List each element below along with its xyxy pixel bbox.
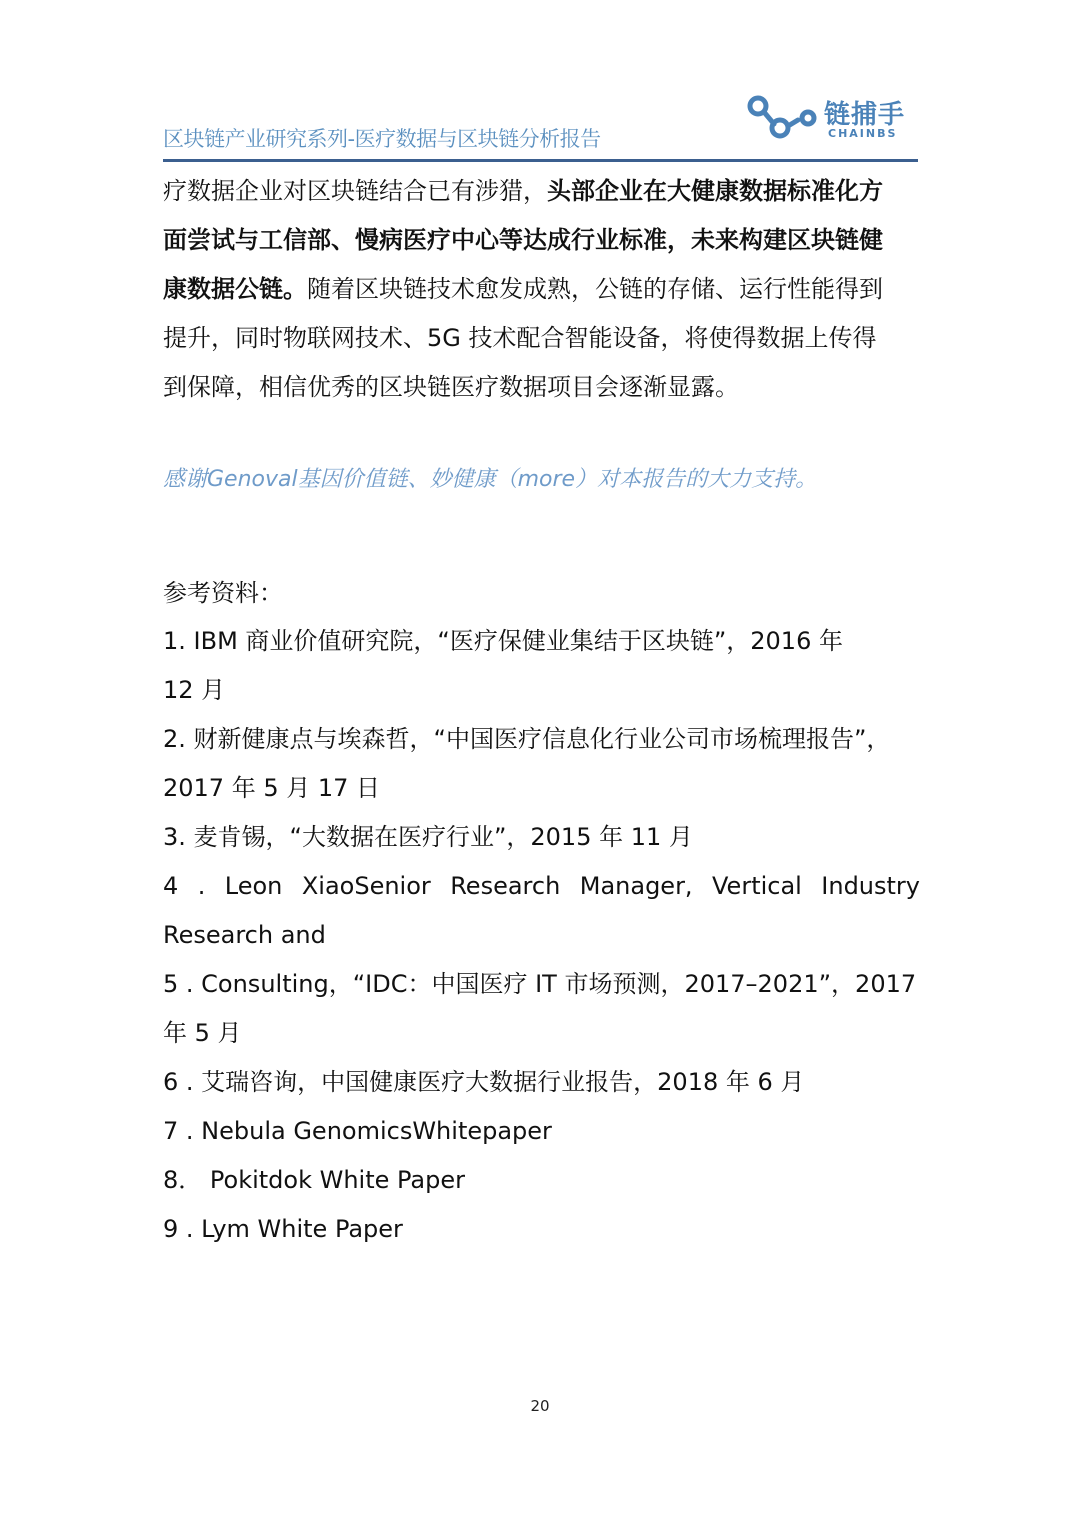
logo-text-cn: 链捕手 <box>824 100 906 130</box>
reference-item: 9 . Lym White Paper <box>163 1215 403 1243</box>
reference-item: 2. 财新健康点与埃森哲，“中国医疗信息化行业公司市场梳理报告”， <box>163 725 891 753</box>
body-text-bold: 头部企业在大健康数据标准化方 <box>547 177 883 205</box>
chain-links-icon <box>746 92 826 142</box>
body-line: 到保障，相信优秀的区块链医疗数据项目会逐渐显露。 <box>163 373 739 401</box>
acknowledgement: 感谢Genoval基因价值链、妙健康（more）对本报告的大力支持。 <box>163 467 818 492</box>
reference-item: 4 . Leon XiaoSenior Research Manager, Vertical Industry <box>163 872 920 900</box>
reference-item: 12 月 <box>163 676 226 704</box>
body-line: 面尝试与工信部、慢病医疗中心等达成行业标准，未来构建区块链健 <box>163 226 883 254</box>
reference-item: 2017 年 5 月 17 日 <box>163 774 381 802</box>
body-text-normal: 随着区块链技术愈发成熟，公链的存储、运行性能得到 <box>307 275 883 303</box>
chainbs-logo <box>746 92 904 142</box>
body-text-bold: 康数据公链。 <box>163 275 307 303</box>
body-text-normal: 疗数据企业对区块链结合已有涉猎， <box>163 177 547 205</box>
header-divider <box>163 159 918 162</box>
reference-item: 6 . 艾瑞咨询，中国健康医疗大数据行业报告，2018 年 6 月 <box>163 1068 805 1096</box>
reference-item: 年 5 月 <box>163 1019 242 1047</box>
logo-text-en: CHAINBS <box>828 127 898 140</box>
page-number: 20 <box>530 1397 550 1415</box>
body-line <box>163 265 920 314</box>
references-list <box>163 617 920 1254</box>
references-heading: 参考资料： <box>163 579 283 607</box>
body-line <box>163 167 920 216</box>
page-header <box>163 90 918 162</box>
reference-item: Research and <box>163 921 326 949</box>
reference-item: 8． Pokitdok White Paper <box>163 1166 466 1194</box>
reference-item: 3. 麦肯锡，“大数据在医疗行业”，2015 年 11 月 <box>163 823 693 851</box>
reference-item: 5 . Consulting，“IDC：中国医疗 IT 市场预测，2017–2021”，2017 <box>163 970 917 998</box>
body-paragraph <box>163 167 920 412</box>
reference-item: 1. IBM 商业价值研究院，“医疗保健业集结于区块链”，2016 年 <box>163 627 843 655</box>
header-title: 区块链产业研究系列-医疗数据与区块链分析报告 <box>163 127 601 151</box>
body-line: 提升，同时物联网技术、5G 技术配合智能设备，将使得数据上传得 <box>163 324 877 352</box>
reference-item: 7 . Nebula GenomicsWhitepaper <box>163 1117 552 1145</box>
